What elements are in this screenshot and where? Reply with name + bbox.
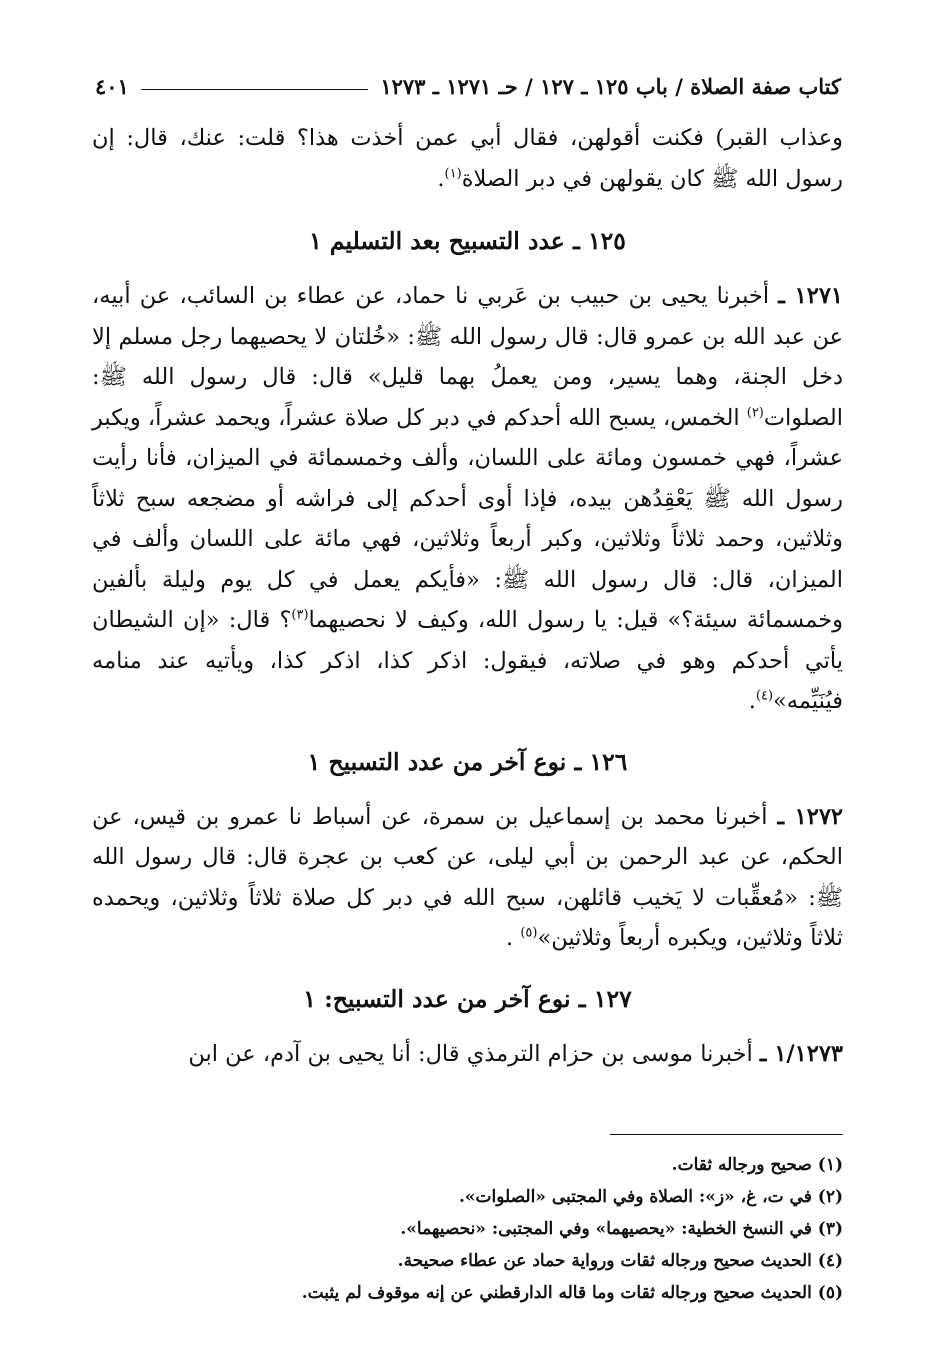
footnote-ref-2: (٢)	[746, 405, 764, 420]
footnote-ref-5: (٥)	[520, 925, 538, 941]
hadith-number-1271: ١٢٧١ ـ	[778, 283, 843, 309]
hadith-number-1273: ١/١٢٧٣ ـ	[759, 1040, 843, 1067]
hadith-1271	[92, 276, 843, 722]
intro-text: وعذاب القبر) فكنت أقولهن، فقال أبي عمن أخذت هذا؟ قلت: عنك، قال: إن رسول الله ﷺ كان يقولهن في دبر الصلاة	[92, 125, 843, 192]
footnote-ref-1: (١)	[444, 166, 462, 181]
footnote-1: (١) صحيح ورجاله ثقات.	[671, 1155, 843, 1175]
hadith-1271-text-c: ؟ قال: «إن الشيطان يأتي أحدكم وهو في صلاته، فيقول: اذكر كذا، اذكر كذا، ويأتيه عند منامه فيُنَيِّمه»	[92, 607, 843, 714]
hadith-1272-text-a: أخبرنا محمد بن إسماعيل بن سمرة، عن أسباط نا عمرو بن قيس، عن الحكم، عن عبد الرحمن بن أبي ليلى، عن كعب بن عجرة قال: قال رسول الله ﷺ: «مُعقِّبات لا يَخيب قائلهن، سبح الله في دبر كل صلاة ثلاثاً وثلاثين، ويحمده ثلاثاً وثلاثين، ويكبره أربعاً وثلاثين»	[92, 803, 843, 951]
footnote-5: (٥) الحديث صحيح ورجاله ثقات وما قاله الدارقطني عن إنه موقوف لم يثبت.	[301, 1283, 843, 1303]
footnotes	[92, 1149, 843, 1309]
footnote-3: (٣) في النسخ الخطية: «يحصيهما» وفي المجتبى: «نحصيهما».	[400, 1219, 843, 1239]
footnote-ref-3: (٣)	[291, 607, 309, 623]
hadith-1271-text-b: الخمس، يسبح الله أحدكم في دبر كل صلاة عشراً، ويحمد عشراً، ويكبر عشراً، فهي خمسون ومائة على اللسان، وألف وخمسمائة في الميزان، فأنا رأيت رسول الله ﷺ يَعْقِدُهن بيده، فإذا أوى أحدكم إلى فراشه أو مضجعه سبح ثلاثاً وثلاثين، وحمد ثلاثاً وثلاثين، وكبر أربعاً وثلاثين، فهي مائة على اللسان وألف في الميزان، قال: قال رسول الله ﷺ: «فأيكم يعمل في كل يوم وليلة بألفين وخمسمائة سيئة؟» قيل: يا رسول الله، وكيف لا نحصيهما	[92, 404, 843, 633]
hadith-1273	[92, 1034, 843, 1075]
footnote-ref-4: (٤)	[755, 688, 774, 704]
main-text	[92, 118, 843, 1074]
section-heading-127: ١٢٧ ـ نوع آخر من عدد التسبيح: ١	[303, 984, 632, 1013]
footnote-4: (٤) الحديث صحيح ورجاله ثقات ورواية حماد عن عطاء صحيحة.	[397, 1251, 843, 1271]
hadith-1271-text-a: أخبرنا يحيى بن حبيب بن عَربي نا حماد، عن عطاء بن السائب، عن أبيه، عن عبد الله بن عمرو قال: قال رسول الله ﷺ: «خُلتان لا يحصيهما رجل مسلم إلا دخل الجنة، وهما يسير، ومن يعملُ بهما قليل» قال: قال رسول الله ﷺ: الصلوات	[92, 283, 843, 431]
hadith-1272-end: .	[506, 925, 521, 951]
hadith-number-1272: ١٢٧٢ ـ	[777, 803, 843, 830]
intro-paragraph	[92, 118, 843, 199]
footnote-2: (٢) في ت، غ، «ز»: الصلاة وفي المجتبى «الصلوات».	[458, 1187, 843, 1207]
hadith-1271-end: .	[748, 688, 756, 714]
footnote-separator	[610, 1134, 843, 1135]
section-heading-125: ١٢٥ ـ عدد التسبيح بعد التسليم ١	[309, 227, 626, 255]
running-title: كتاب صفة الصلاة / باب ١٢٥ ـ ١٢٧ / حـ ١٢٧١ ـ ١٢٧٣	[380, 73, 841, 99]
header-rule	[141, 89, 368, 90]
intro-end: .	[437, 165, 445, 192]
section-heading-126: ١٢٦ ـ نوع آخر من عدد التسبيح ١	[307, 747, 628, 776]
running-header	[95, 70, 841, 102]
page-number: ٤٠١	[95, 73, 129, 99]
hadith-1273-text-a: أخبرنا موسى بن حزام الترمذي قال: أنا يحيى بن آدم، عن ابن	[188, 1040, 753, 1067]
hadith-1272	[92, 797, 843, 959]
